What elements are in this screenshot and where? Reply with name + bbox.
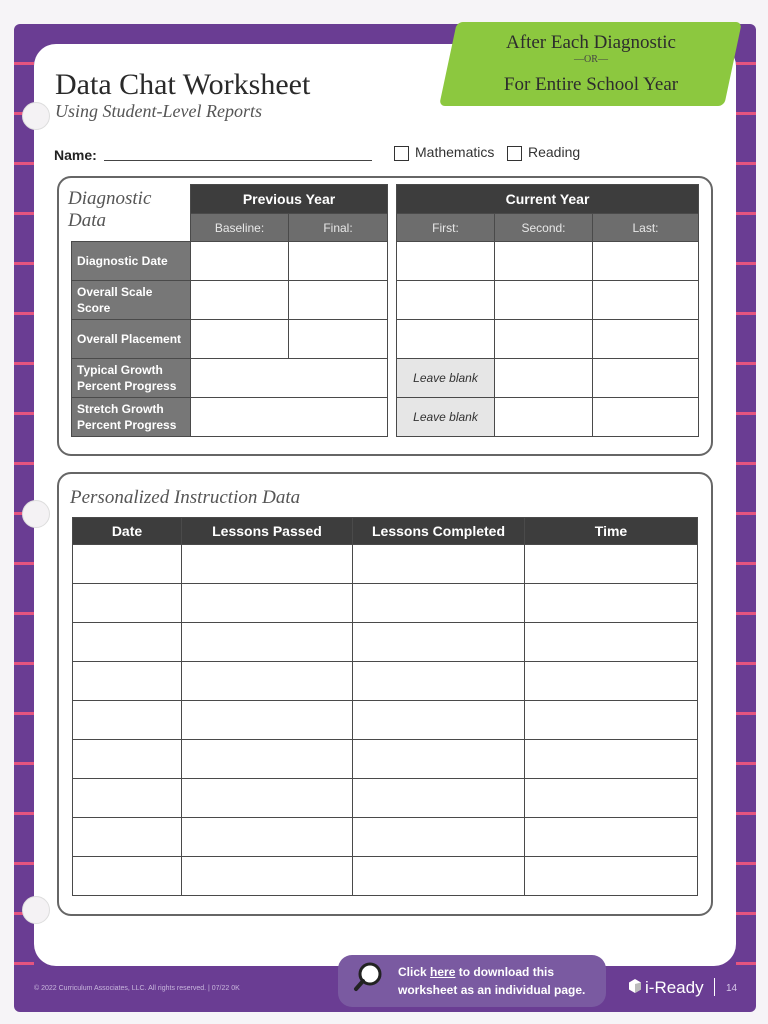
data-cell[interactable]	[191, 398, 388, 437]
first-header: First:	[397, 214, 495, 242]
name-label: Name:	[54, 147, 97, 163]
data-cell[interactable]	[353, 779, 525, 818]
data-cell[interactable]	[191, 359, 388, 398]
table-row	[73, 818, 698, 857]
reading-label: Reading	[528, 144, 581, 160]
name-field[interactable]	[104, 160, 372, 161]
data-cell[interactable]	[289, 281, 388, 320]
previous-year-table	[71, 184, 388, 437]
border-stripe	[14, 412, 34, 415]
data-cell[interactable]	[593, 242, 699, 281]
data-cell[interactable]	[289, 242, 388, 281]
data-cell[interactable]	[182, 701, 353, 740]
row-label: Overall Placement	[72, 320, 191, 359]
page-subtitle: Using Student-Level Reports	[55, 101, 262, 121]
table-row	[73, 701, 698, 740]
border-stripe	[736, 312, 756, 315]
time-header: Time	[525, 518, 698, 545]
mathematics-checkbox[interactable]	[394, 146, 409, 161]
page-number: 14	[726, 983, 738, 994]
border-stripe	[14, 262, 34, 265]
border-stripe	[736, 512, 756, 515]
reading-checkbox[interactable]	[507, 146, 522, 161]
data-cell[interactable]	[191, 281, 289, 320]
brand-logo: i-Ready	[645, 978, 704, 997]
baseline-header: Baseline:	[191, 214, 289, 242]
border-stripe	[736, 112, 756, 115]
data-cell[interactable]	[525, 779, 698, 818]
last-header: Last:	[593, 214, 699, 242]
banner-line-1: After Each Diagnostic	[506, 32, 676, 53]
data-cell[interactable]	[353, 662, 525, 701]
data-cell[interactable]	[73, 779, 182, 818]
data-cell[interactable]	[191, 320, 289, 359]
data-cell[interactable]	[495, 320, 593, 359]
data-cell[interactable]	[73, 623, 182, 662]
border-stripe	[14, 462, 34, 465]
border-stripe	[14, 862, 34, 865]
punch-hole	[22, 896, 50, 924]
final-header: Final:	[289, 214, 388, 242]
data-cell[interactable]	[593, 320, 699, 359]
border-stripe	[14, 162, 34, 165]
table-row	[73, 584, 698, 623]
data-cell[interactable]	[397, 281, 495, 320]
data-cell[interactable]	[593, 359, 699, 398]
row-label: Stretch Growth Percent Progress	[72, 398, 191, 437]
data-cell[interactable]	[593, 281, 699, 320]
data-cell[interactable]	[73, 662, 182, 701]
data-cell[interactable]	[73, 584, 182, 623]
data-cell[interactable]	[73, 857, 182, 896]
border-stripe	[736, 212, 756, 215]
data-cell[interactable]	[397, 242, 495, 281]
row-label: Typical Growth Percent Progress	[72, 359, 191, 398]
data-cell[interactable]	[191, 242, 289, 281]
banner-or: —OR—	[574, 54, 608, 65]
instruction-data-label: Personalized Instruction Data	[70, 487, 301, 508]
data-cell[interactable]	[353, 701, 525, 740]
current-year-table	[396, 184, 699, 437]
table-row	[73, 779, 698, 818]
data-cell[interactable]	[73, 701, 182, 740]
border-stripe	[14, 562, 34, 565]
border-stripe	[736, 262, 756, 265]
border-stripe	[14, 362, 34, 365]
date-header: Date	[73, 518, 182, 545]
data-cell[interactable]	[525, 818, 698, 857]
data-cell[interactable]	[289, 320, 388, 359]
border-stripe	[736, 662, 756, 665]
border-stripe	[736, 812, 756, 815]
data-cell[interactable]	[525, 662, 698, 701]
data-cell[interactable]	[182, 818, 353, 857]
border-stripe	[14, 712, 34, 715]
border-stripe	[736, 912, 756, 915]
data-cell[interactable]	[73, 545, 182, 584]
banner-line-2: For Entire School Year	[503, 74, 679, 95]
border-stripe	[736, 962, 756, 965]
previous-year-header: Previous Year	[191, 185, 388, 214]
data-cell[interactable]	[182, 740, 353, 779]
border-stripe	[736, 762, 756, 765]
data-cell[interactable]	[182, 662, 353, 701]
i-ready-logo-icon	[628, 979, 642, 993]
data-cell[interactable]	[353, 623, 525, 662]
border-stripe	[736, 862, 756, 865]
table-row	[73, 623, 698, 662]
border-stripe	[736, 712, 756, 715]
table-row	[73, 857, 698, 896]
second-header: Second:	[495, 214, 593, 242]
border-stripe	[14, 812, 34, 815]
footer-divider	[714, 978, 715, 996]
border-stripe	[14, 212, 34, 215]
data-cell[interactable]	[182, 545, 353, 584]
data-cell[interactable]	[495, 281, 593, 320]
border-stripe	[14, 762, 34, 765]
leave-blank-cell: Leave blank	[397, 398, 495, 437]
diagnostic-data-label: Diagnostic Data	[68, 188, 152, 231]
mathematics-label: Mathematics	[415, 144, 495, 160]
data-cell[interactable]	[495, 242, 593, 281]
data-cell[interactable]	[525, 857, 698, 896]
data-cell[interactable]	[525, 623, 698, 662]
download-text-line-1: Click here to download this	[398, 965, 555, 979]
data-cell[interactable]	[182, 857, 353, 896]
data-cell[interactable]	[495, 398, 593, 437]
border-stripe	[736, 62, 756, 65]
current-year-header: Current Year	[397, 185, 699, 214]
border-stripe	[14, 312, 34, 315]
border-stripe	[14, 662, 34, 665]
punch-hole	[22, 102, 50, 130]
data-cell[interactable]	[353, 818, 525, 857]
data-cell[interactable]	[182, 779, 353, 818]
data-cell[interactable]	[495, 359, 593, 398]
table-row	[73, 740, 698, 779]
here-link[interactable]: here	[430, 965, 456, 979]
lessons-passed-header: Lessons Passed	[182, 518, 353, 545]
data-cell[interactable]	[525, 584, 698, 623]
data-cell[interactable]	[525, 701, 698, 740]
row-label: Diagnostic Date	[72, 242, 191, 281]
punch-hole	[22, 500, 50, 528]
data-cell[interactable]	[182, 584, 353, 623]
border-stripe	[736, 412, 756, 415]
border-stripe	[736, 362, 756, 365]
page-title: Data Chat Worksheet	[55, 68, 311, 101]
data-cell[interactable]	[353, 545, 525, 584]
instruction-table	[72, 517, 698, 896]
data-cell[interactable]	[397, 320, 495, 359]
leave-blank-cell: Leave blank	[397, 359, 495, 398]
magnifier-icon	[353, 962, 383, 992]
data-cell[interactable]	[353, 740, 525, 779]
border-stripe	[14, 62, 34, 65]
lessons-completed-header: Lessons Completed	[353, 518, 525, 545]
border-stripe	[14, 962, 34, 965]
copyright-text: © 2022 Curriculum Associates, LLC. All rights reserved. | 07/22 0K	[34, 985, 240, 992]
row-label: Overall Scale Score	[72, 281, 191, 320]
data-cell[interactable]	[73, 740, 182, 779]
data-cell[interactable]	[353, 857, 525, 896]
data-cell[interactable]	[593, 398, 699, 437]
data-cell[interactable]	[525, 545, 698, 584]
table-row	[73, 662, 698, 701]
border-stripe	[736, 612, 756, 615]
data-cell[interactable]	[525, 740, 698, 779]
border-stripe	[14, 612, 34, 615]
data-cell[interactable]	[353, 584, 525, 623]
border-stripe	[736, 162, 756, 165]
border-stripe	[736, 562, 756, 565]
download-text-line-2: worksheet as an individual page.	[398, 983, 586, 997]
data-cell[interactable]	[73, 818, 182, 857]
table-row	[73, 545, 698, 584]
border-stripe	[736, 462, 756, 465]
data-cell[interactable]	[182, 623, 353, 662]
